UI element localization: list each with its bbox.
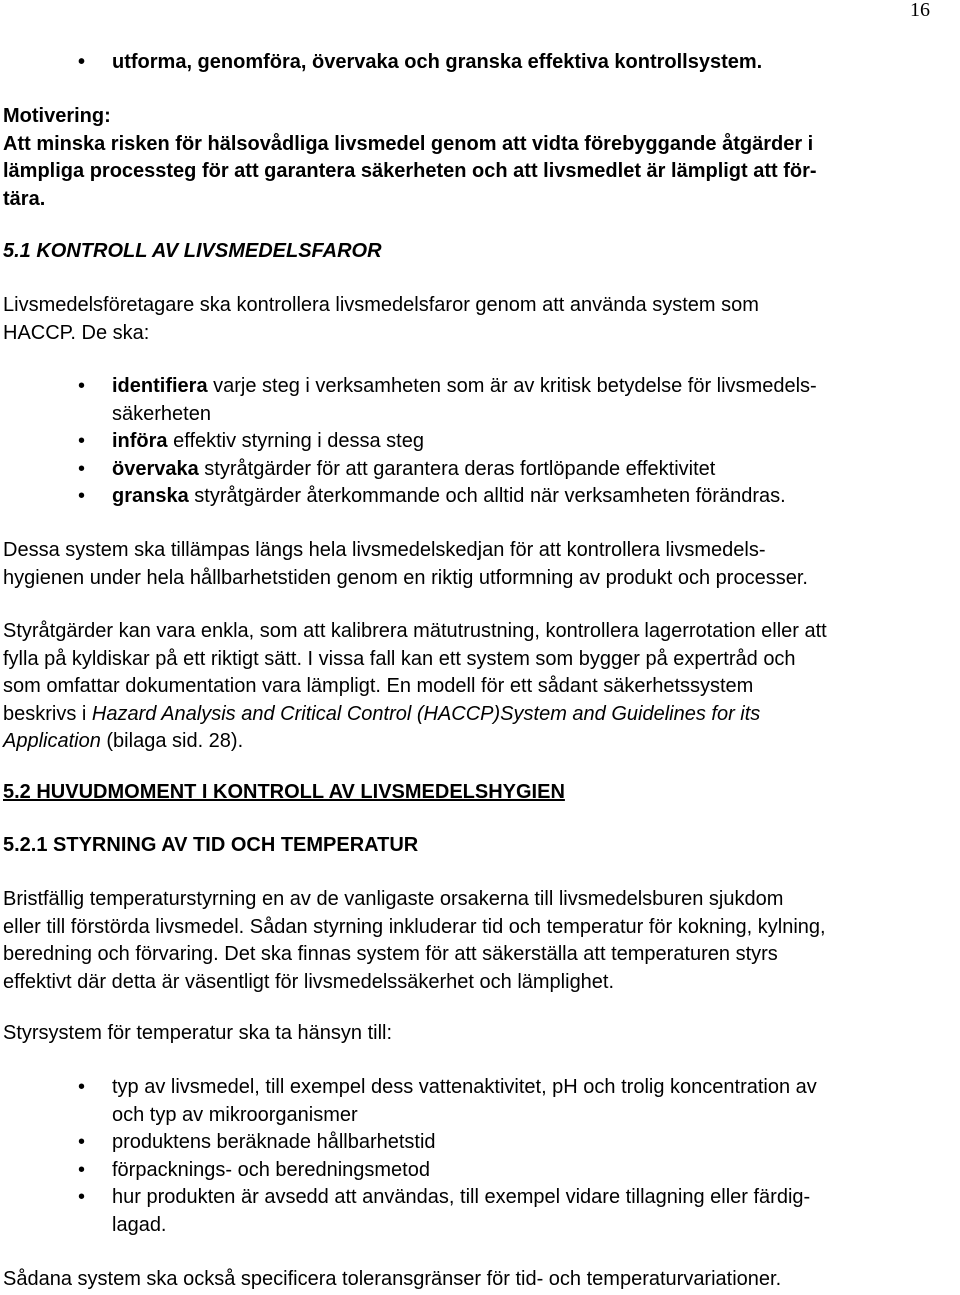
- bullet-text: varje steg i verksamheten som är av kritisk betydelse för livsmedels-: [207, 375, 817, 397]
- motivation-line: lämpliga processteg för att garantera säkerheten och att livsmedlet är lämpligt att för-: [3, 160, 817, 182]
- paragraph-line: hygienen under hela hållbarhetstiden genom en riktig utformning av produkt och processer.: [3, 566, 808, 589]
- list-item: [3, 49, 958, 77]
- motivation-line: tära.: [3, 187, 46, 210]
- paragraph-text: beskrivs i: [3, 702, 92, 725]
- closing-paragraph: Sådana system ska också specificera toleransgränser för tid- och temperaturvariationer.: [3, 1268, 782, 1290]
- reference-title: Application: [3, 730, 101, 752]
- paragraph-line: eller till förstörda livsmedel. Sådan styrning inkluderar tid och temperatur för kokning, kylning,: [3, 915, 826, 938]
- paragraph-line: som omfattar dokumentation vara lämpligt. En modell för ett sådant säkerhetssystem: [3, 675, 754, 697]
- section-5-2-1-paragraph-2: Styrsystem för temperatur ska ta hänsyn till:: [3, 1022, 393, 1044]
- list-item: [3, 1129, 958, 1157]
- section-heading-text: 5.2 HUVUDMOMENT I KONTROLL AV LIVSMEDELSHYGIEN: [3, 781, 565, 803]
- list-item: [3, 373, 958, 428]
- paragraph-line: Bristfällig temperaturstyrning en av de vanligaste orsakerna till livsmedelsburen sjukdom: [3, 888, 784, 910]
- motivation-block: [3, 103, 958, 213]
- reference-title: Hazard Analysis and Critical Control (HACCP)System and Guidelines for its: [91, 702, 761, 725]
- top-bullet-list: [3, 49, 958, 77]
- list-item: [3, 483, 958, 511]
- section-5-1-paragraph-2: [3, 618, 958, 756]
- bullet-text-continuation: säkerheten: [112, 402, 211, 425]
- paragraph-line: effektivt där detta är väsentligt för livsmedelssäkerhet och lämplighet.: [3, 970, 615, 993]
- page-number: 16: [910, 0, 930, 21]
- intro-line: Livsmedelsföretagare ska kontrollera livsmedelsfaror genom att använda system som: [3, 294, 759, 316]
- list-item: [3, 1157, 958, 1185]
- bullet-text: förpacknings- och beredningsmetod: [112, 1158, 430, 1181]
- list-item: [3, 1184, 958, 1239]
- paragraph-line: [3, 701, 958, 729]
- section-heading-5-2: [3, 779, 958, 807]
- bullet-keyword: införa: [112, 430, 168, 452]
- section-5-2-1-bullets: [3, 1074, 958, 1239]
- section-5-1-intro: [3, 292, 958, 347]
- paragraph-line: Styråtgärder kan vara enkla, som att kalibrera mätutrustning, kontrollera lagerrotation eller att: [3, 620, 827, 642]
- section-5-1-paragraph-1: [3, 537, 958, 592]
- bullet-text: styråtgärder för att garantera deras fortlöpande effektivitet: [198, 457, 716, 480]
- bullet-text: hur produkten är avsedd att användas, till exempel vidare tillagning eller färdig-: [112, 1186, 811, 1208]
- section-5-1-bullets: [3, 373, 958, 511]
- bullet-keyword: identifiera: [112, 375, 208, 397]
- bullet-keyword: granska: [112, 485, 189, 507]
- bullet-text: effektiv styrning i dessa steg: [167, 430, 424, 452]
- motivation-line: Att minska risken för hälsovådliga livsmedel genom att vidta förebyggande åtgärder i: [3, 132, 814, 155]
- list-item: [3, 428, 958, 456]
- bullet-text: utforma, genomföra, övervaka och granska effektiva kontrollsystem.: [112, 51, 763, 73]
- paragraph-line: [3, 728, 958, 756]
- list-item: [3, 456, 958, 484]
- motivation-label: Motivering:: [3, 105, 111, 127]
- paragraph-line: beredning och förvaring. Det ska finnas system för att säkerställa att temperaturen styrs: [3, 943, 778, 965]
- section-5-2-1-paragraph-1: [3, 886, 958, 996]
- section-heading-5-1: 5.1 KONTROLL AV LIVSMEDELSFAROR: [3, 240, 382, 262]
- bullet-text-continuation: lagad.: [112, 1213, 167, 1236]
- bullet-text: produktens beräknade hållbarhetstid: [112, 1131, 436, 1153]
- bullet-text: typ av livsmedel, till exempel dess vattenaktivitet, pH och trolig koncentration av: [112, 1076, 817, 1098]
- reference-note: (bilaga sid. 28).: [100, 730, 244, 752]
- bullet-keyword: övervaka: [112, 457, 199, 480]
- section-heading-5-2-1: 5.2.1 STYRNING AV TID OCH TEMPERATUR: [3, 834, 419, 856]
- paragraph-line: fylla på kyldiskar på ett riktigt sätt. I vissa fall kan ett system som bygger på expertråd och: [3, 647, 796, 670]
- bullet-text-continuation: och typ av mikroorganismer: [112, 1103, 358, 1126]
- bullet-text: styråtgärder återkommande och alltid när verksamheten förändras.: [188, 485, 786, 507]
- intro-line: HACCP. De ska:: [3, 321, 150, 344]
- paragraph-line: Dessa system ska tillämpas längs hela livsmedelskedjan för att kontrollera livsmedels-: [3, 539, 766, 561]
- list-item: [3, 1074, 958, 1129]
